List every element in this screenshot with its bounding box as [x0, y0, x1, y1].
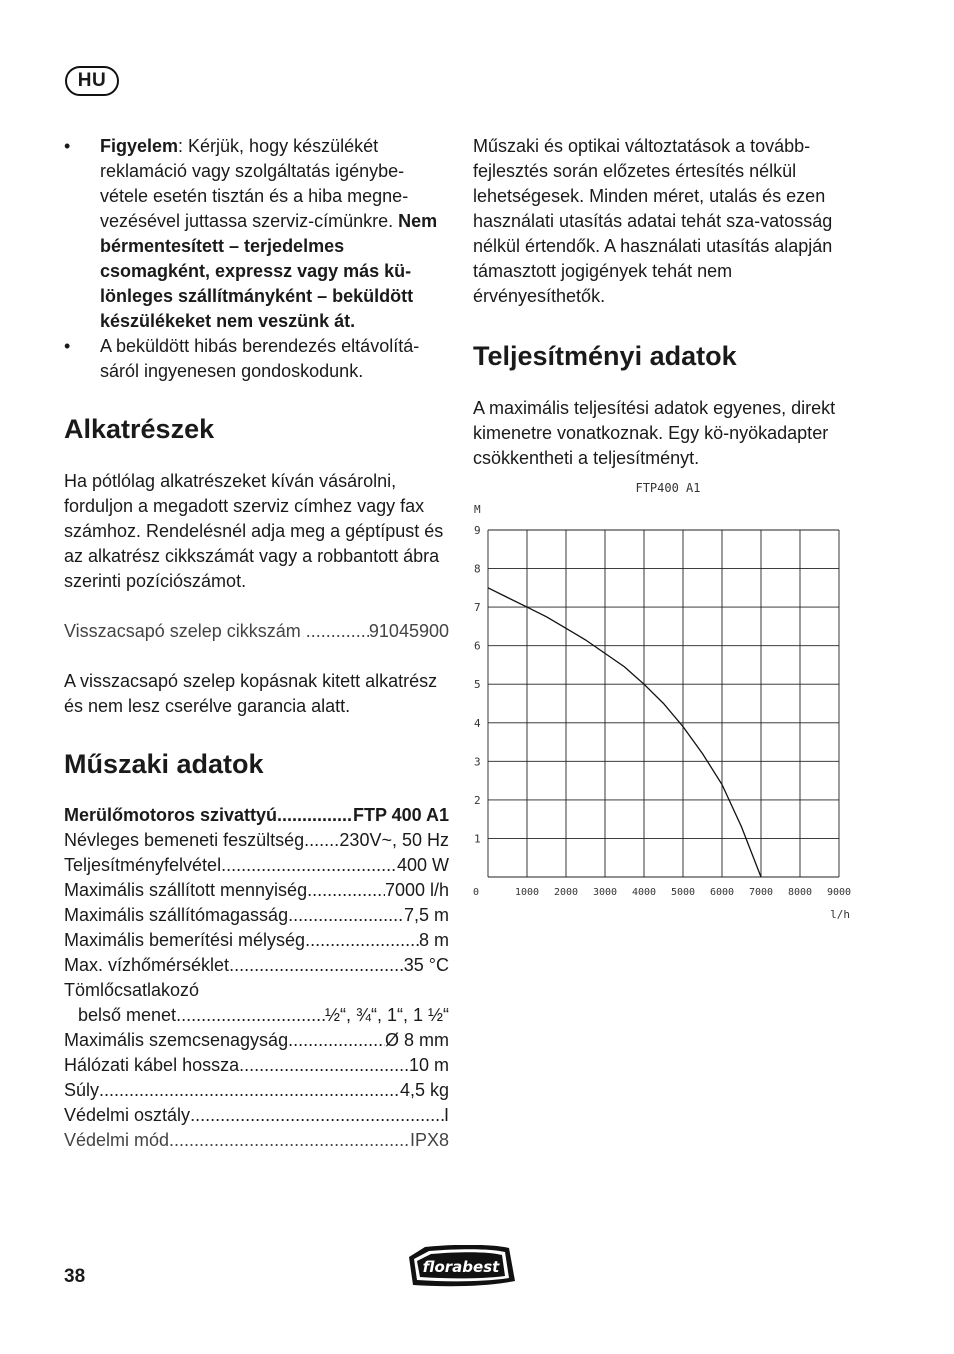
spec-label: Maximális szállított mennyiség [64, 880, 308, 900]
spec-label: Súly [64, 1080, 100, 1100]
y-tick-label: 7 [474, 601, 481, 615]
x-tick-label: 6000 [709, 887, 735, 898]
x-tick-label: 5000 [670, 887, 696, 898]
y-tick-label: 4 [474, 716, 481, 730]
spec-value: FTP 400 A1 [352, 805, 449, 825]
left-column [64, 134, 449, 1153]
spec-value: 10 m [408, 1055, 449, 1075]
x-tick-label: 9000 [826, 887, 852, 898]
x-tick-label: 0 [472, 887, 480, 898]
spec-value: 35 °C [403, 955, 449, 975]
spec-row [64, 1078, 449, 1103]
x-tick-label: 4000 [631, 887, 657, 898]
intro-paragraph: Műszaki és optikai változtatások a tovább-fejlesztés során előzetes értesítés nélkül lehetségesek. Minden méret, utalás és ezen használati utasítás adatai tehát sza-vatosság nélkül értendők. A használati utasítás alapján támasztott jogigények tehát nem érvényesíthetők. [473, 136, 833, 306]
y-axis-label: M [474, 503, 481, 516]
dot-leader [169, 1128, 410, 1153]
valve-row [64, 619, 449, 644]
parts-paragraph: Ha pótlólag alkatrészeket kíván vásárolni, forduljon a megadott szerviz címhez vagy fax számhoz. Rendelésnél adja meg a géptípust és az alkatrész cikkszámát vagy a robbantott ábra szerinti pozíciószámot. [64, 471, 444, 591]
spec-value: 8 m [418, 930, 449, 950]
svg-text:florabest: florabest [422, 1258, 500, 1276]
spec-label: belső menet [78, 1005, 177, 1025]
language-badge: HU [65, 66, 119, 96]
spec-value: 400 W [396, 855, 449, 875]
dot-leader [229, 953, 404, 978]
spec-label: Védelmi osztály [64, 1105, 191, 1125]
spec-label: Merülőmotoros szivattyú [64, 805, 278, 825]
x-tick-label: 3000 [592, 887, 618, 898]
spec-label: Maximális szemcsenagyság [64, 1030, 289, 1050]
y-tick-label: 3 [474, 755, 481, 769]
bullet-lead: Figyelem [100, 136, 179, 156]
spec-list [64, 803, 449, 1153]
spec-label: Védelmi mód [64, 1130, 170, 1150]
dot-leader [301, 619, 369, 644]
spec-value: I [443, 1105, 449, 1125]
performance-chart [468, 472, 868, 932]
florabest-logo [405, 1245, 519, 1291]
perf-heading: Teljesítményi adatok [473, 341, 737, 371]
spec-label: Teljesítményfelvétel [64, 855, 222, 875]
spec-row [64, 1053, 449, 1078]
right-column [473, 134, 865, 471]
spec-label: Tömlőcsatlakozó [64, 980, 200, 1000]
spec-label: Névleges bemeneti feszültség [64, 830, 305, 850]
spec-row [64, 828, 449, 853]
dot-leader [307, 878, 385, 903]
spec-row [64, 878, 449, 903]
y-tick-label: 8 [474, 562, 481, 576]
dot-leader [176, 1003, 325, 1028]
dot-leader [190, 1103, 444, 1128]
spec-value: IPX8 [409, 1130, 449, 1150]
bullet-dot: • [64, 336, 71, 356]
valve-label: Visszacsapó szelep cikkszám [64, 621, 301, 641]
chart-title: FTP400 A1 [635, 481, 701, 495]
spec-row [64, 978, 449, 1003]
y-tick-label: 2 [474, 793, 481, 807]
page-number: 38 [64, 1266, 86, 1287]
dot-leader [221, 853, 397, 878]
spec-value: Ø 8 mm [384, 1030, 449, 1050]
parts-heading: Alkatrészek [64, 414, 215, 444]
x-tick-label: 8000 [787, 887, 813, 898]
list-item [64, 334, 449, 384]
x-tick-label: 1000 [514, 887, 540, 898]
performance-curve [488, 588, 761, 877]
spec-value: ½“, ¾“, 1“, 1 ½“ [324, 1005, 449, 1025]
bullet-warning: Nem bérmentesített – terjedelmes csomagként, expressz vagy más kü-lönleges szállítmányként – beküldött készülékeket nem veszünk át. [100, 211, 438, 331]
dot-leader [304, 828, 339, 853]
dot-leader [305, 928, 419, 953]
y-tick-label: 9 [474, 524, 481, 537]
bullet-text: : Kérjük, hogy készülékét reklamáció vagy szolgáltatás igénybe-vétele esetén tisztán és a hiba megne-vezésével juttassa szerviz-címünkre. [100, 136, 409, 231]
spec-row [64, 928, 449, 953]
spec-row [64, 1103, 449, 1128]
list-item [64, 134, 449, 334]
x-tick-label: 2000 [553, 887, 579, 898]
y-tick-label: 5 [474, 678, 481, 692]
tech-heading: Műszaki adatok [64, 749, 264, 779]
perf-paragraph: A maximális teljesítési adatok egyenes, direkt kimenetre vonatkoznak. Egy kö-nyökadapter csökkentheti a teljesítményt. [473, 398, 836, 468]
spec-label: Maximális szállítómagasság [64, 905, 289, 925]
dot-leader [99, 1078, 400, 1103]
spec-value: 4,5 kg [399, 1080, 449, 1100]
valve-note: A visszacsapó szelep kopásnak kitett alkatrész és nem lesz cserélve garancia alatt. [64, 671, 438, 716]
bullet-dot: • [64, 136, 71, 156]
spec-row [64, 853, 449, 878]
x-tick-label: 7000 [748, 887, 774, 898]
spec-row [64, 1028, 449, 1053]
spec-row [64, 1003, 449, 1028]
dot-leader [239, 1053, 409, 1078]
spec-row [64, 903, 449, 928]
spec-value: 7000 l/h [384, 880, 449, 900]
valve-value: 91045900 [368, 621, 449, 641]
x-axis-label: l/h [830, 908, 850, 921]
spec-value: 230V~, 50 Hz [339, 830, 449, 850]
spec-row [64, 953, 449, 978]
spec-row [64, 803, 449, 828]
bullet-text: A beküldött hibás berendezés eltávolítá-sáról ingyenesen gondoskodunk. [100, 336, 420, 381]
dot-leader [288, 1028, 385, 1053]
spec-label: Max. vízhőmérséklet [64, 955, 230, 975]
spec-value: 7,5 m [403, 905, 449, 925]
dot-leader [288, 903, 404, 928]
y-tick-label: 1 [474, 832, 481, 846]
spec-label: Maximális bemerítési mélység [64, 930, 306, 950]
y-tick-label: 6 [474, 639, 481, 653]
spec-label: Hálózati kábel hossza [64, 1055, 240, 1075]
dot-leader [277, 803, 353, 828]
spec-row [64, 1128, 449, 1153]
